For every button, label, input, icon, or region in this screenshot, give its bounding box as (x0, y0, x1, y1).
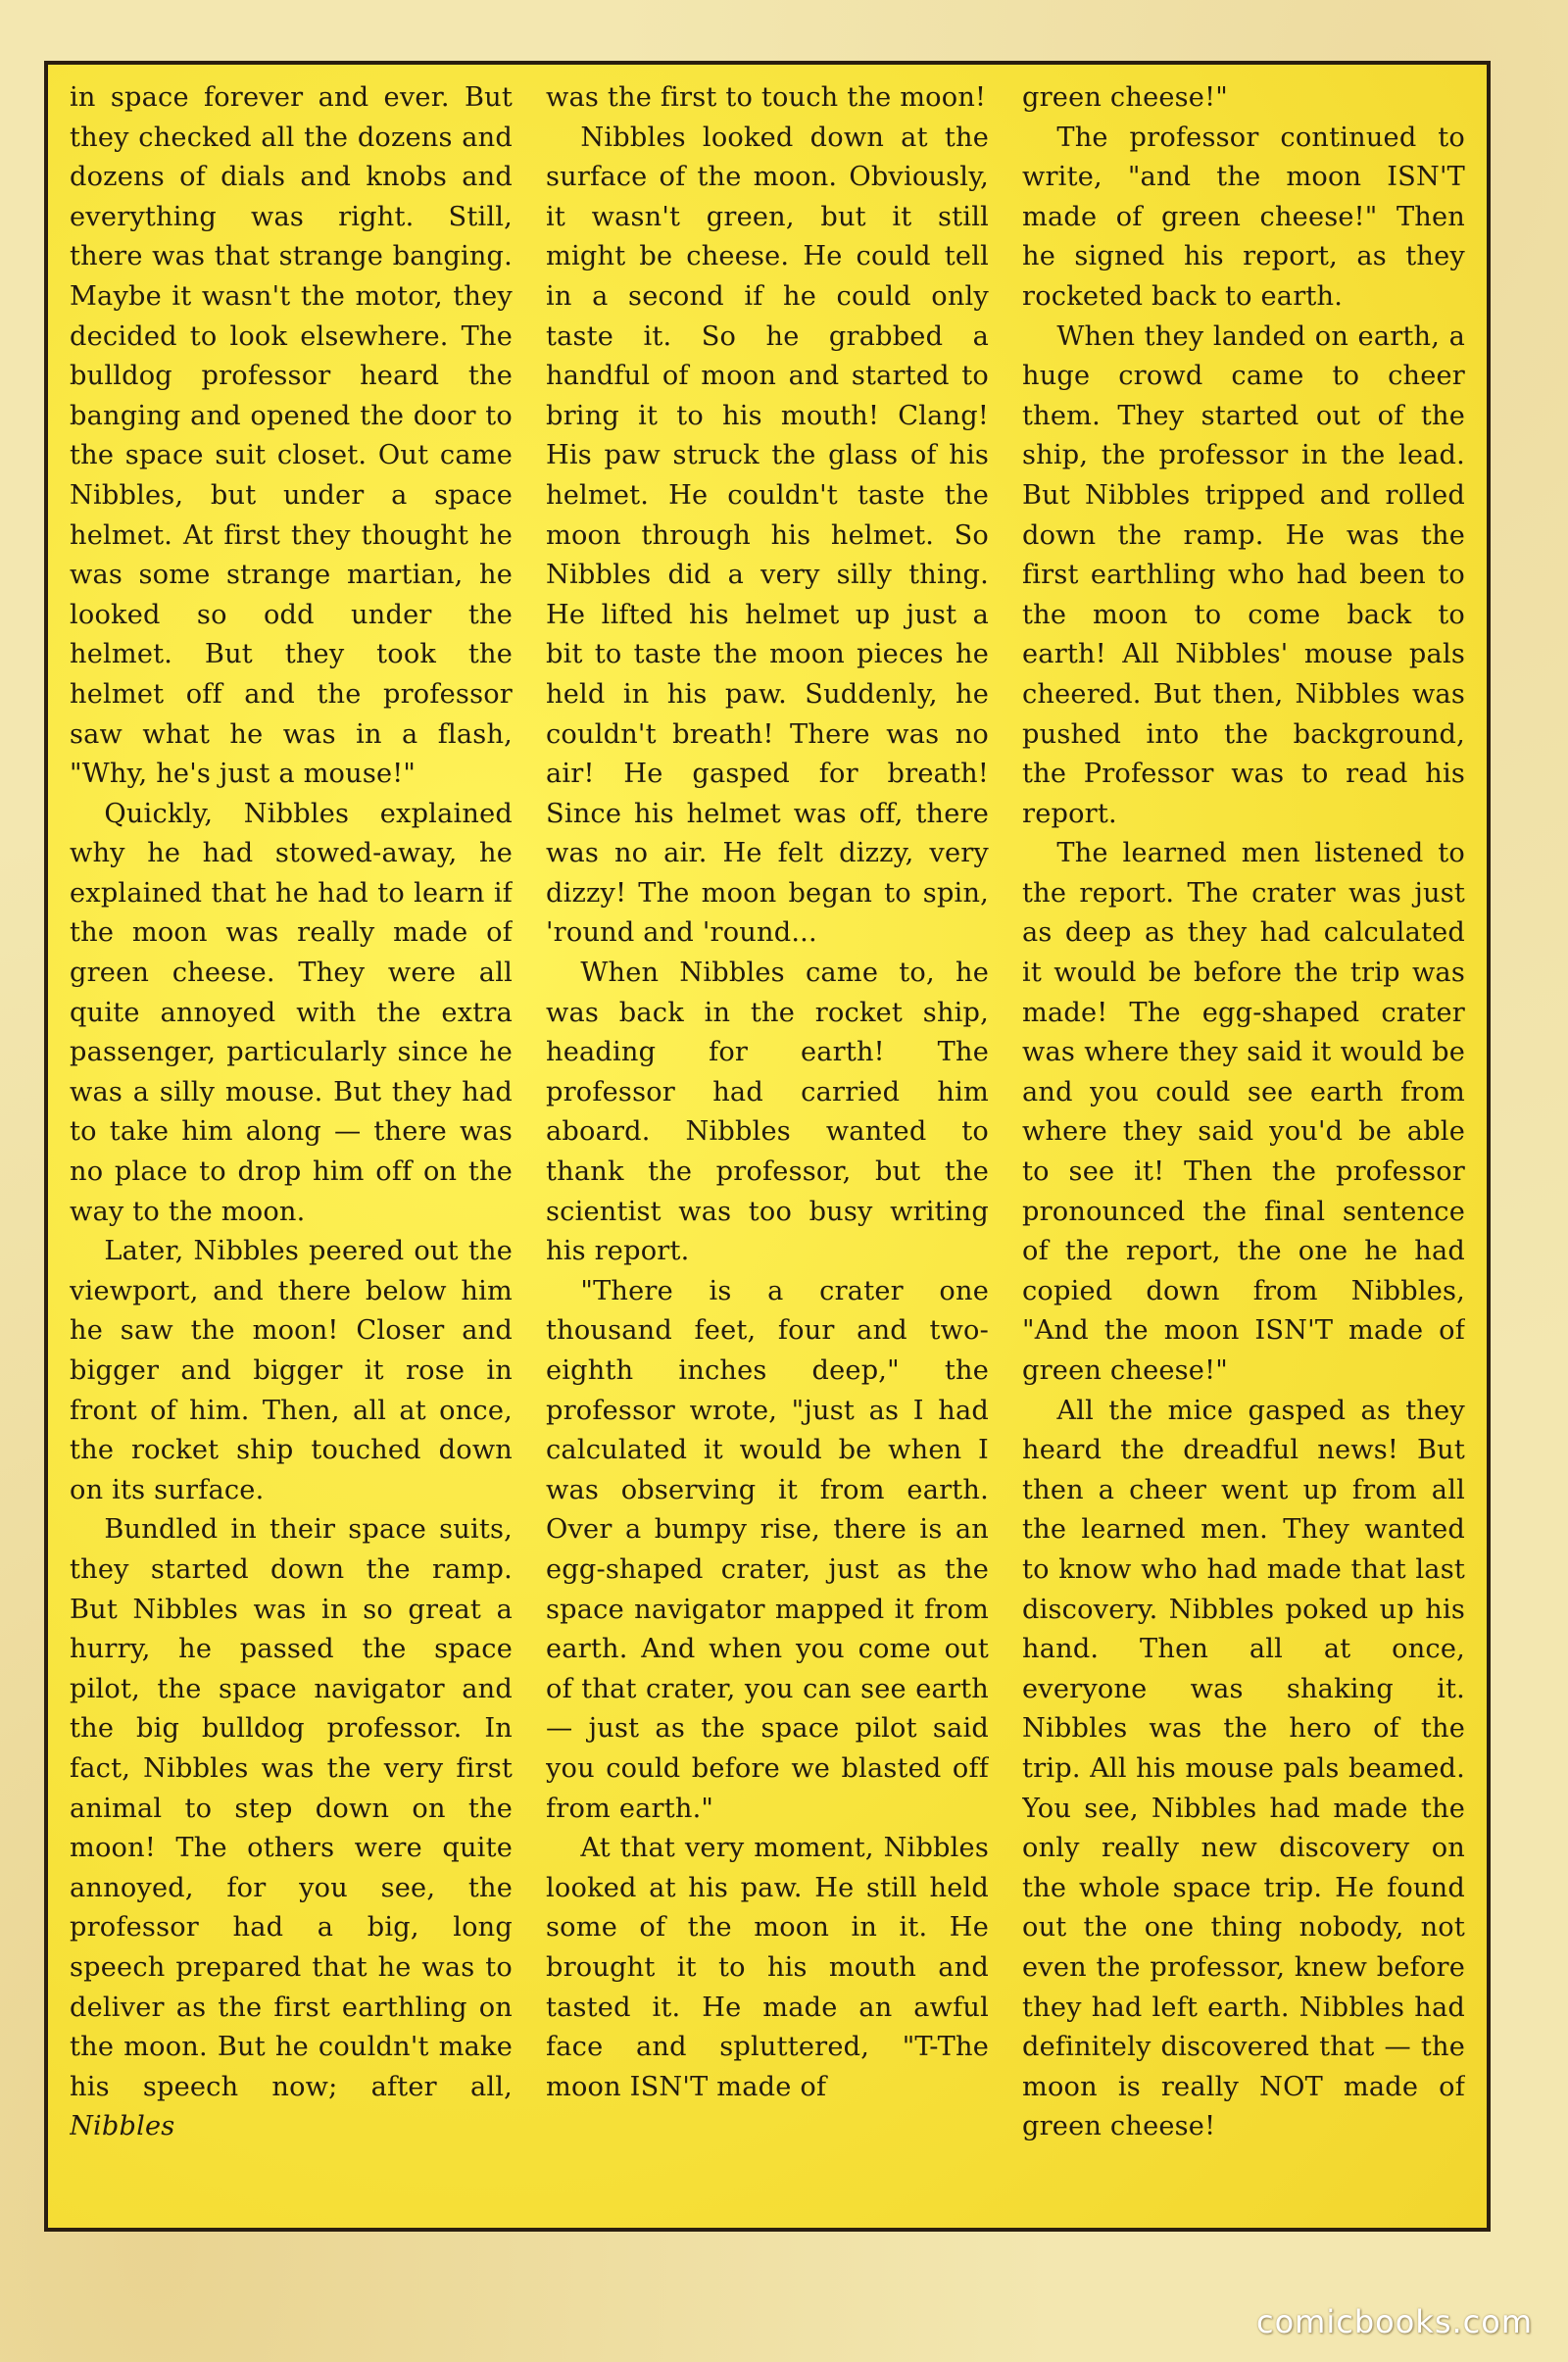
paragraph: At that very moment, Nibbles looked at his paw. He still held some of the moon in it. He brought it to his mouth and tasted it. He made an awful face and spluttered, "T-The moon ISN'T made of (546, 1833, 989, 2102)
column-2 (546, 78, 989, 2218)
paragraph: in space forever and ever. But they checked all the dozens and dozens of dials and knobs and everything was right. Still, there was that strange banging. Maybe it wasn't the motor, they decided to look elsewhere. The bulldog professor heard the banging and opened the door to the space suit closet. Out came Nibbles, but under a space helmet. At first they thought he was some strange martian, he looked so odd under the helmet. But they took the helmet off and the professor saw what he was in a flash, "Why, he's just a mouse!" (70, 82, 513, 790)
watermark: comicbooks.com (1255, 2303, 1533, 2340)
column-3 (1022, 78, 1465, 2218)
paragraph: When Nibbles came to, he was back in the rocket ship, heading for earth! The professor had carried him aboard. Nibbles wanted to thank the professor, but the scientist was too busy writing his report. (546, 958, 989, 1267)
italic-word: Nibbles (70, 2111, 175, 2142)
paragraph: Quickly, Nibbles explained why he had stowed-away, he explained that he had to learn if the moon was really made of green cheese. They were all quite annoyed with the extra passenger, particularly since he was a silly mouse. But they had to take him along — there was no place to drop him off on the way to the moon. (70, 798, 513, 1227)
paragraph: was the first to touch the moon! (546, 82, 987, 113)
paragraph: green cheese!" (1022, 82, 1228, 113)
paragraph-text: Bundled in their space suits, they started down the ramp. But Nibbles was in so great a hurry, he passed the space pilot, the space navigator and the big bulldog professor. In fact, Nibbles was the very first animal to step down on the moon! The others were quite annoyed, for you see, the professor had a big, long speech prepared that he was to deliver as the first earthling on the moon. But he couldn't make his speech now; after all, (70, 1514, 513, 2102)
paragraph: Later, Nibbles peered out the viewport, and there below him he saw the moon! Closer and bigger and bigger it rose in front of him. Then, all at once, the rocket ship touched down on its surface. (70, 1236, 513, 1505)
column-1 (70, 78, 513, 2218)
text-panel (44, 61, 1491, 2232)
paragraph: "There is a crater one thousand feet, four and two-eighth inches deep," the professor wrote, "just as I had calculated it would be when I was observing it from earth. Over a bumpy rise, there is an egg-shaped crater, just as the space navigator mapped it from earth. And when you come out of that crater, you can see earth — just as the space pilot said you could before we blasted off from earth." (546, 1275, 989, 1824)
paragraph: The professor continued to write, "and the moon ISN'T made of green cheese!" Then he signed his report, as they rocketed back to earth. (1022, 122, 1465, 312)
paragraph: The learned men listened to the report. The crater was just as deep as they had calculated it would be before the trip was made! The egg-shaped crater was where they said it would be and you could see earth from where they said you'd be able to see it! Then the professor pronounced the final sentence of the report, the one he had copied down from Nibbles, "And the moon ISN'T made of green cheese!" (1022, 838, 1465, 1386)
paragraph: When they landed on earth, a huge crowd came to cheer them. They started out of the ship, the professor in the lead. But Nibbles tripped and rolled down the ramp. He was the first earthling who had been to the moon to come back to earth! All Nibbles' mouse pals cheered. But then, Nibbles was pushed into the background, the Professor was to read his report. (1022, 320, 1465, 829)
paragraph (70, 1510, 513, 2147)
paragraph: All the mice gasped as they heard the dreadful news! But then a cheer went up from all the learned men. They wanted to know who had made that last discovery. Nibbles poked up his hand. Then all at once, everyone was shaking it. Nibbles was the hero of the trip. All his mouse pals beamed. You see, Nibbles had made the only really new discovery on the whole space trip. He found out the one thing nobody, not even the professor, knew before they had left earth. Nibbles had definitely discovered that — the moon is really NOT made of green cheese! (1022, 1395, 1465, 2142)
paragraph: Nibbles looked down at the surface of the moon. Obviously, it wasn't green, but it still might be cheese. He could tell in a second if he could only taste it. So he grabbed a handful of moon and started to bring it to his mouth! Clang! His paw struck the glass of his helmet. He couldn't taste the moon through his helmet. So Nibbles did a very silly thing. He lifted his helmet up just a bit to taste the moon pieces he held in his paw. Suddenly, he couldn't breath! There was no air! He gasped for breath! Since his helmet was off, there was no air. He felt dizzy, very dizzy! The moon began to spin, 'round and 'round... (546, 122, 989, 949)
